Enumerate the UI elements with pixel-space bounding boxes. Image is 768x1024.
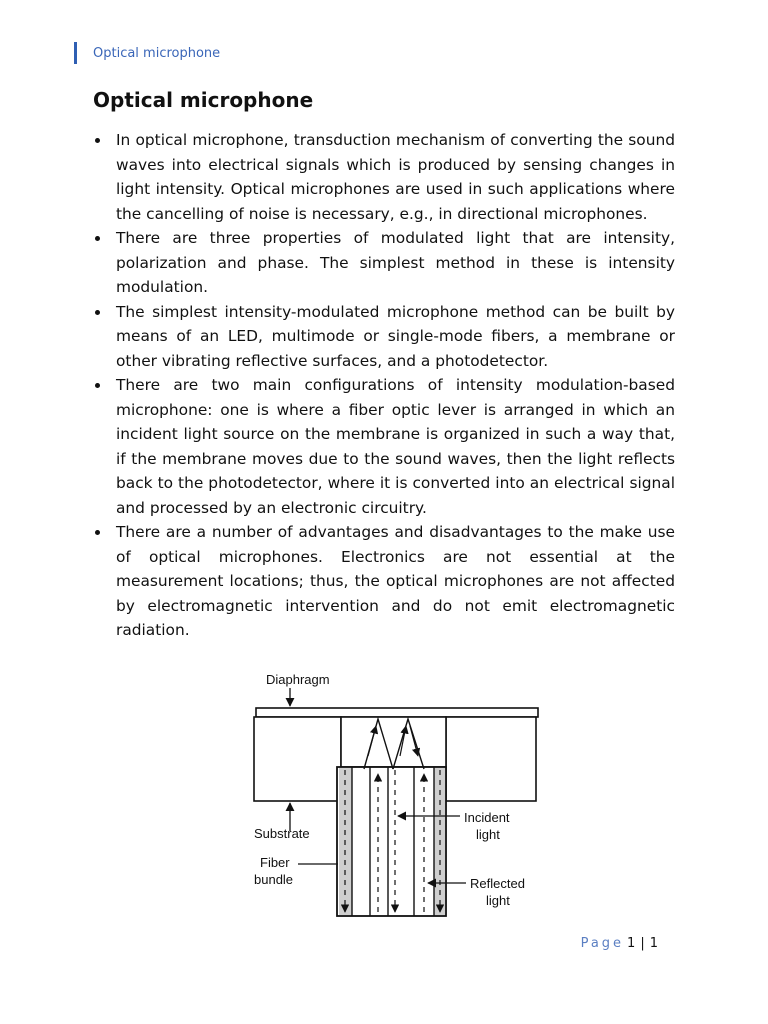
header-accent-bar xyxy=(74,42,77,64)
bullet-item: There are a number of advantages and disadvantages to the make use of optical microphones. Electronics are not essential at the measurement locations; thus, the optical microphones are not affected by electromagnetic intervention and do not emit electromagnetic radiation. xyxy=(93,520,675,643)
document-title: Optical microphone xyxy=(93,88,314,112)
fiber-bundle xyxy=(337,767,446,916)
substrate-label: Substrate xyxy=(254,826,310,841)
bullet-list xyxy=(93,128,675,643)
diaphragm-label: Diaphragm xyxy=(266,672,330,687)
reflected-label-line2: light xyxy=(486,893,510,908)
page-word: Page xyxy=(580,936,625,951)
page-header xyxy=(74,42,220,64)
total-page-count: 1 xyxy=(649,936,658,951)
bullet-item: There are three properties of modulated light that are intensity, polarization and phase. The simplest method in these is intensity modulation. xyxy=(93,226,675,300)
bullet-item: There are two main configurations of intensity modulation-based microphone: one is where a fiber optic lever is arranged in which an incident light source on the membrane is organized in such a way that, if the membrane moves due to the sound waves, then the light reflects back to the photodetector, where it is converted into an electrical signal and processed by an electronic circuitry. xyxy=(93,373,675,520)
page-separator: | xyxy=(640,936,645,951)
fiber-label-line2: bundle xyxy=(254,872,294,887)
optical-microphone-diagram xyxy=(248,666,548,922)
reflected-label-line1: Reflected xyxy=(470,876,525,891)
diaphragm-plate xyxy=(256,708,538,717)
bullet-item: The simplest intensity-modulated microphone method can be built by means of an LED, multimode or single-mode fibers, a membrane or other vibrating reflective surfaces, and a photodetector. xyxy=(93,300,675,374)
incident-label-line2: light xyxy=(476,827,500,842)
incident-label-line1: Incident xyxy=(464,810,510,825)
bullet-item: In optical microphone, transduction mechanism of converting the sound waves into electrical signals which is produced by sensing changes in light intensity. Optical microphones are used in such applications where the cancelling of noise is necessary, e.g., in directional microphones. xyxy=(93,128,675,226)
air-cavity xyxy=(341,717,446,767)
substrate-right xyxy=(446,717,536,801)
header-title: Optical microphone xyxy=(93,45,221,61)
page-footer xyxy=(581,936,658,951)
fiber-label-line1: Fiber xyxy=(260,855,290,870)
substrate-left xyxy=(254,717,341,801)
current-page-number: 1 xyxy=(627,936,636,951)
